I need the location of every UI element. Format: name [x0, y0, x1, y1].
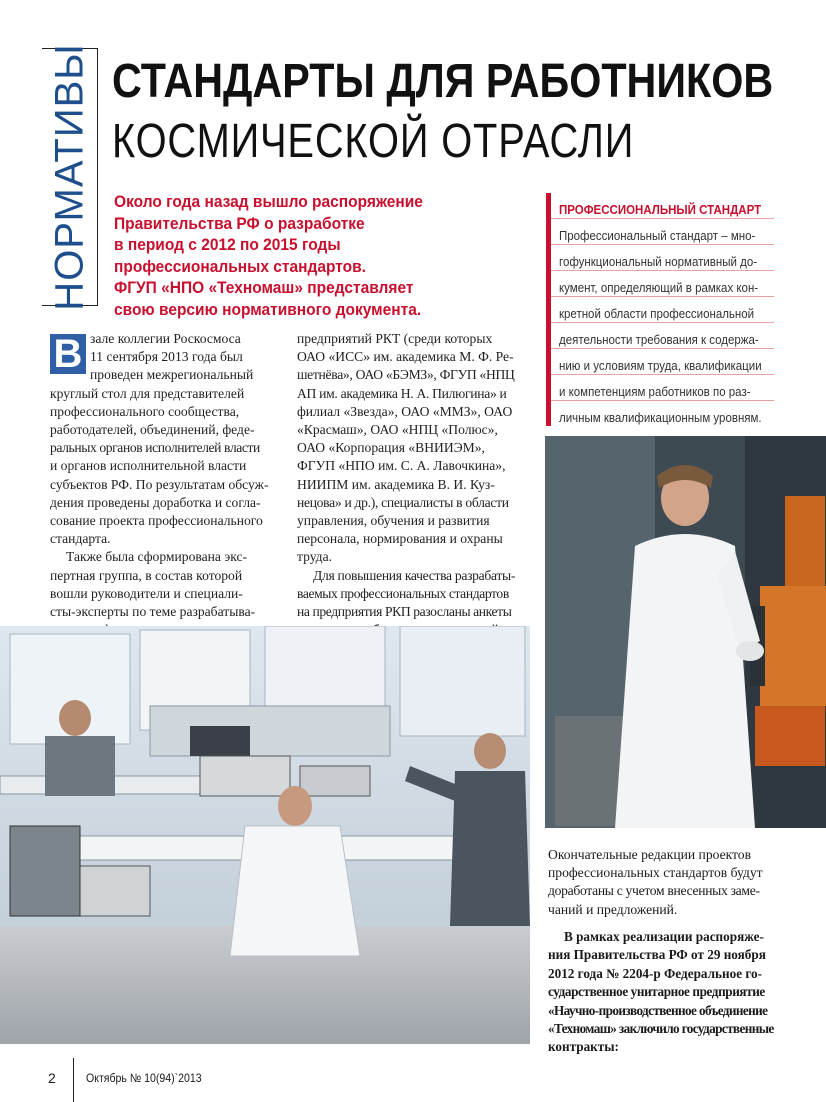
contract-line: сударственное унитарное предприятие — [548, 984, 765, 1000]
text-line: стандарта. — [50, 531, 111, 547]
contract-line: В рамках реализации распоряже- — [564, 929, 764, 944]
text-line: сты-эксперты по теме разрабатыва- — [50, 604, 256, 620]
lead-line: Правительства РФ о разработке — [114, 214, 365, 233]
contract-line: контракты: — [548, 1039, 619, 1055]
lead-line: Около года назад вышло распоряжение — [114, 193, 423, 211]
footer-divider — [73, 1058, 74, 1102]
text-line: предприятий РКТ (среди которых — [297, 331, 493, 346]
sidebar-line: деятельности требования к содержа- — [559, 333, 759, 347]
text-line: 11 сентября 2013 года был — [90, 349, 243, 365]
sidebar-line: гофункциональный нормативный до- — [559, 255, 758, 269]
sidebar-line: личным квалификационным уровням. — [559, 411, 762, 425]
text-line: «Красмаш», ОАО «НПЦ «Полюс», — [297, 422, 498, 438]
text-line: ваемых профессиональных стандартов — [297, 585, 509, 601]
text-line: нецова» и др.), специалисты в области — [297, 494, 509, 510]
contracts-paragraph — [548, 928, 783, 1057]
issue-label: Октябрь № 10(94)`2013 — [86, 1071, 202, 1085]
text-line: ФГУП «НПО им. С. А. Лавочкина», — [297, 458, 506, 474]
sidebar-line: нию и условиям труда, квалификации — [559, 359, 762, 373]
sidebar-line: кретной области профессиональной — [559, 307, 755, 321]
lead-line: профессиональных стандартов. — [114, 257, 366, 276]
text-line: Также была сформирована экс- — [66, 549, 248, 565]
text-line: АП им. академика Н. А. Пилюгина» и — [297, 385, 507, 401]
caption-line: чаний и предложений. — [548, 901, 678, 917]
text-line: НИИПМ им. академика В. И. Куз- — [297, 476, 495, 492]
text-line: и органов исполнительной власти — [50, 458, 247, 474]
text-line: шетнёва», ОАО «БЭМЗ», ФГУП «НПЦ — [297, 367, 515, 383]
text-line: работодателей, объединений, феде- — [50, 422, 255, 438]
lab-photo — [0, 626, 530, 1044]
lead-line: в период с 2012 по 2015 годы — [114, 236, 341, 254]
text-line: зале коллегии Роскосмоса — [90, 331, 241, 346]
contract-line: «Техномаш» заключило государственные — [548, 1021, 774, 1037]
text-line: профессионального сообщества, — [50, 403, 240, 419]
text-line: круглый стол для представителей — [50, 385, 245, 401]
text-line: управления, обучения и развития — [297, 513, 490, 529]
lead-line: свою версию нормативного документа. — [114, 300, 422, 319]
text-line: субъектов РФ. По результатам обсуж- — [50, 476, 269, 492]
contract-line: 2012 года № 2204-р Федеральное го- — [548, 965, 762, 981]
text-line: дения проведены доработка и согла- — [50, 494, 261, 510]
sidebar-title: ПРОФЕССИОНАЛЬНЫЙ СТАНДАРТ — [559, 203, 762, 217]
article-column-2 — [297, 330, 533, 639]
page-title: СТАНДАРТЫ ДЛЯ РАБОТНИКОВ — [112, 55, 774, 108]
text-line: персонала, нормирования и охраны — [297, 531, 503, 547]
section-label: НОРМАТИВЫ — [47, 43, 91, 311]
page-number: 2 — [48, 1070, 56, 1086]
page-subtitle: КОСМИЧЕСКОЙ ОТРАСЛИ — [112, 115, 635, 168]
text-line: ральных органов исполнителей власти — [50, 440, 260, 456]
text-line: на предприятия РКП разосланы анкеты — [297, 604, 512, 620]
photo-caption — [548, 846, 783, 919]
article-column-1 — [50, 330, 286, 639]
section-tab — [42, 43, 98, 311]
caption-line: доработаны с учетом внесенных заме- — [548, 883, 760, 899]
text-line: пертная группа, в состав которой — [50, 567, 243, 583]
text-line: сование проекта профессионального — [50, 513, 263, 529]
text-line: ОАО «ИСС» им. академика М. Ф. Ре- — [297, 349, 514, 365]
sidebar-line: и компетенциям работников по раз- — [559, 385, 751, 399]
contract-line: «Научно-производственное объединение — [548, 1002, 768, 1018]
text-line: вошли руководители и специали- — [50, 585, 243, 601]
lead-paragraph — [114, 192, 509, 321]
caption-line: профессиональных стандартов будут — [548, 865, 763, 881]
text-line: проведен межрегиональный — [90, 367, 254, 383]
sidebar-line: Профессиональный стандарт – мно- — [559, 229, 756, 243]
sidebar-line: кумент, определяющий в рамках кон- — [559, 281, 759, 295]
contract-line: ния Правительства РФ от 29 ноября — [548, 947, 766, 963]
text-line: филиал «Звезда», ОАО «ММЗ», ОАО — [297, 403, 513, 419]
text-line: ОАО «Корпорация «ВНИИЭМ», — [297, 440, 485, 456]
definition-sidebar — [546, 193, 774, 426]
lead-line: ФГУП «НПО «Техномаш» представляет — [114, 279, 414, 297]
text-line: Для повышения качества разрабаты- — [313, 567, 516, 583]
caption-line: Окончательные редакции проектов — [548, 847, 752, 862]
engineer-photo — [545, 436, 826, 828]
text-line: труда. — [297, 549, 333, 565]
drop-cap: В — [50, 334, 86, 374]
